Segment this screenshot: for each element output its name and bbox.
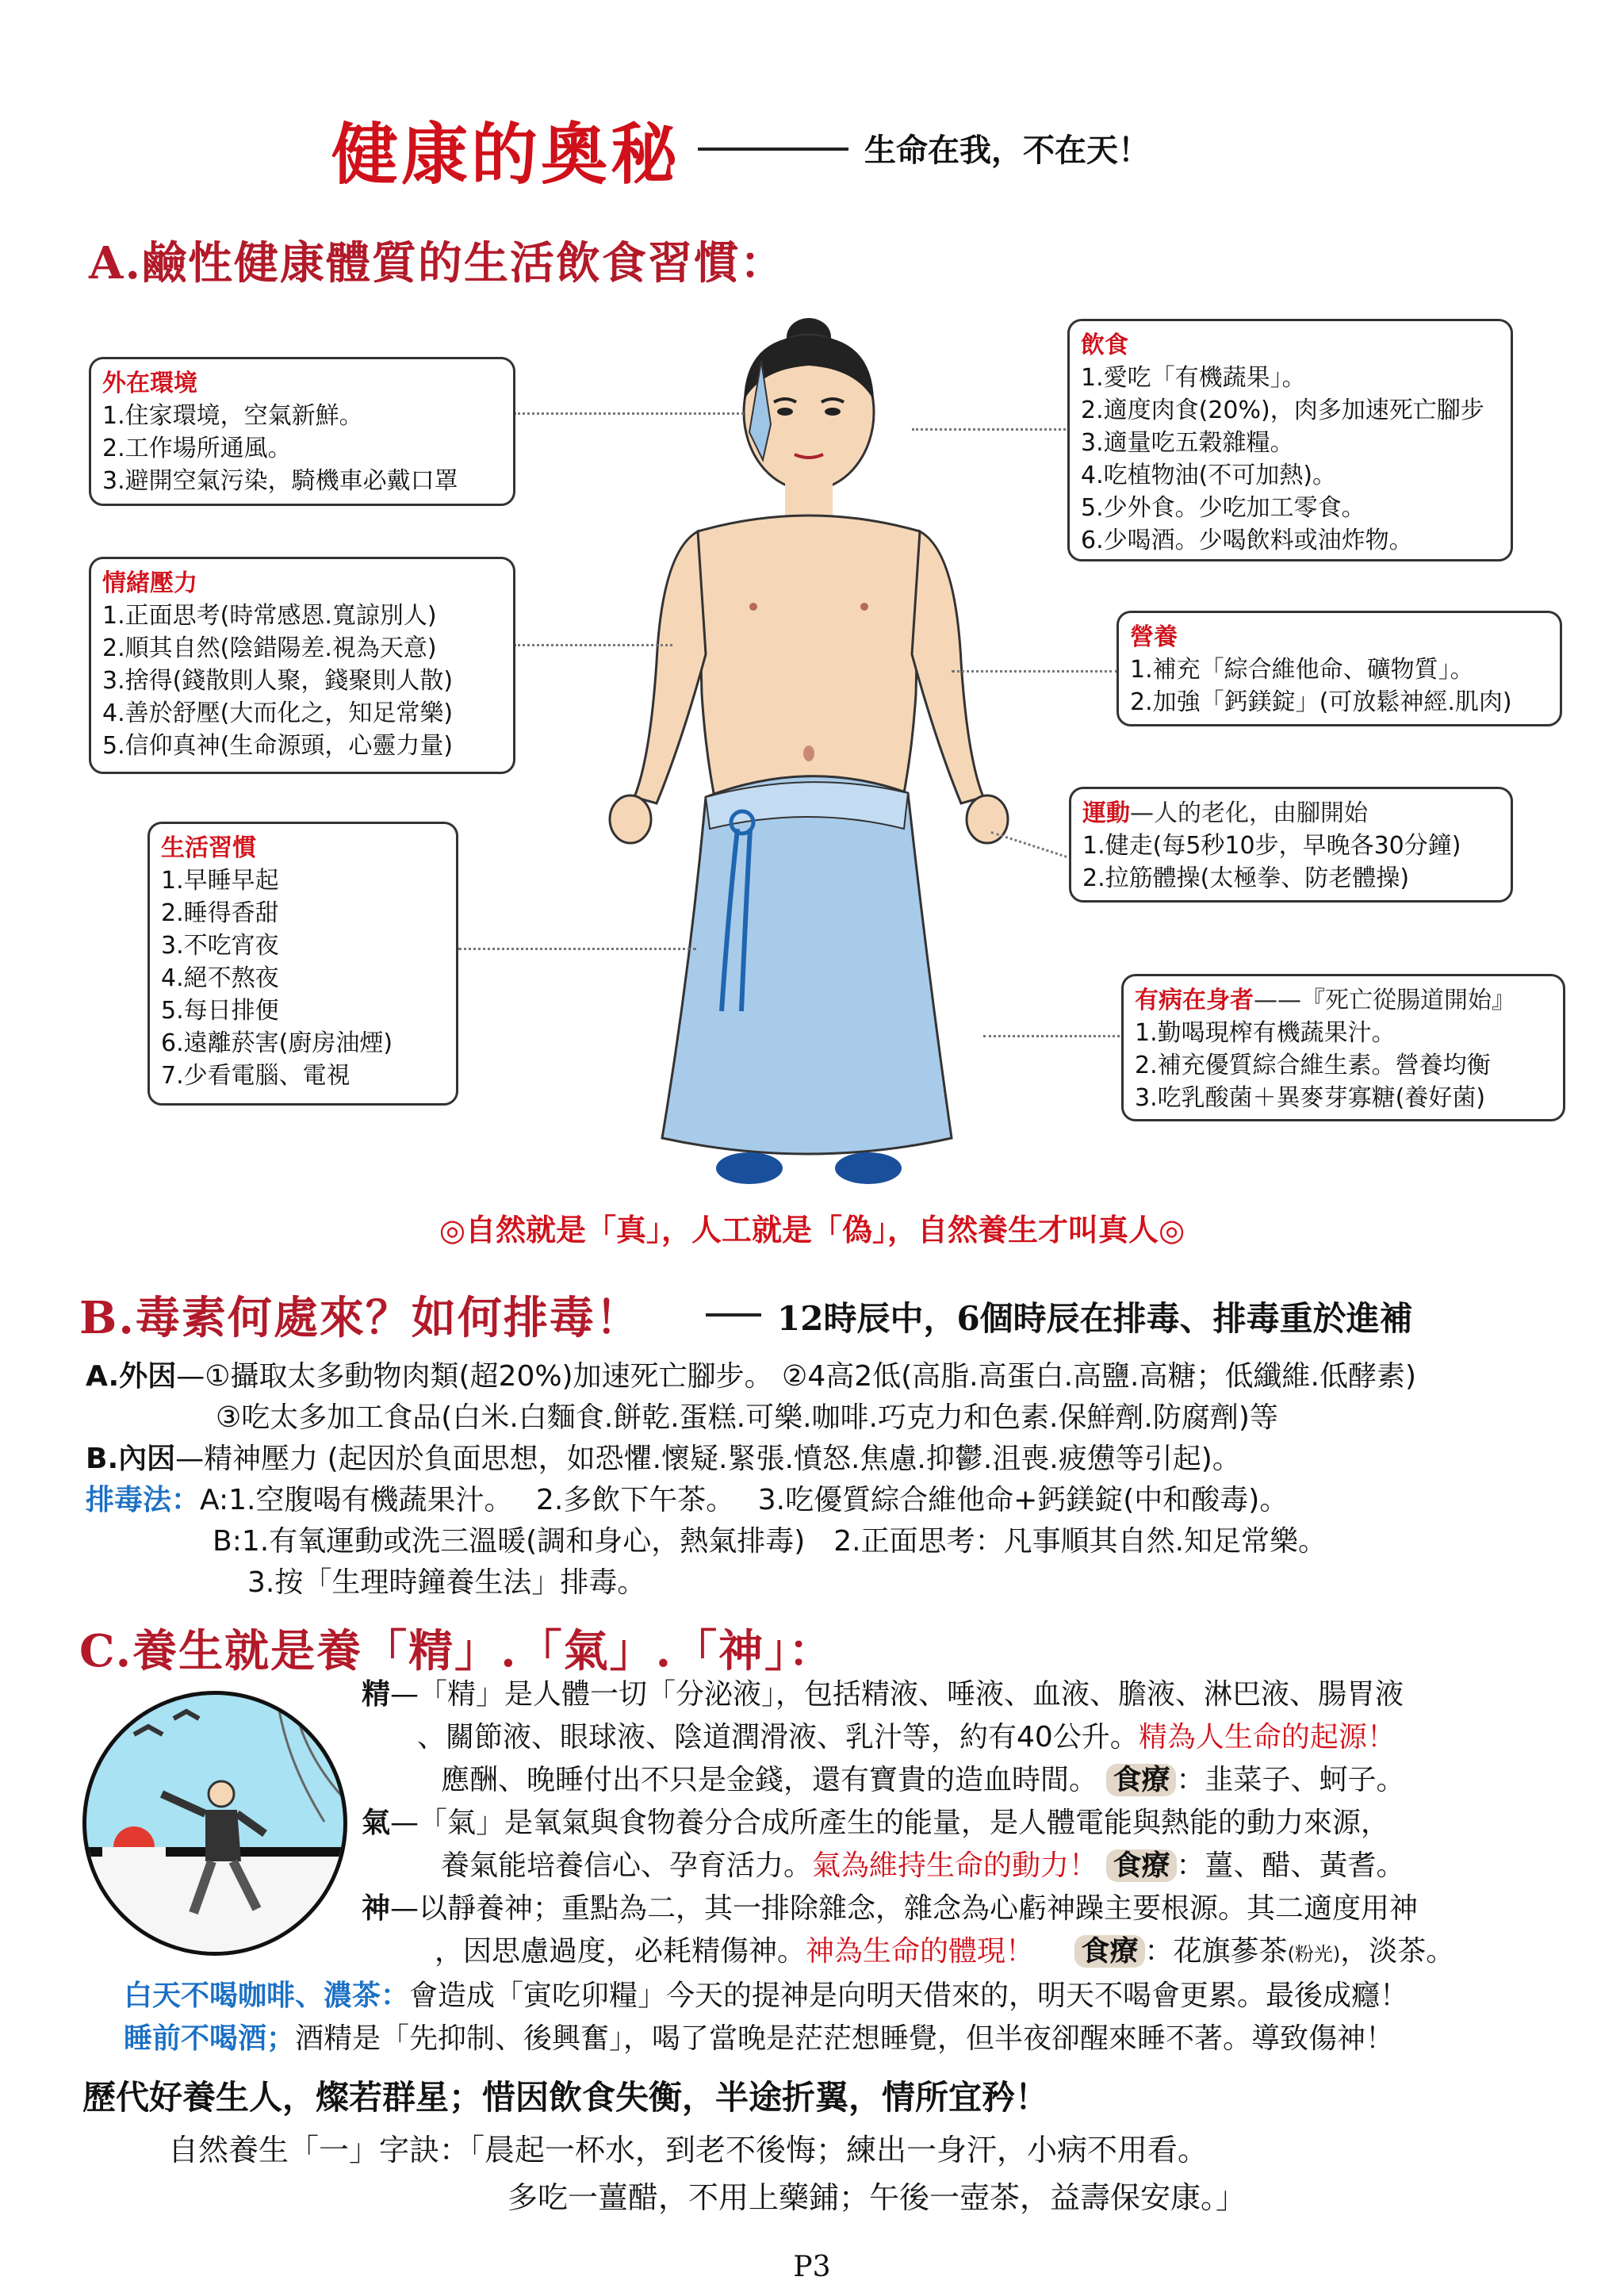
shen-line-1 — [362, 1889, 1418, 1929]
shen-food-tail: ，淡茶。 — [1340, 1935, 1455, 1968]
box-environment — [89, 357, 515, 506]
food-therapy-badge: 食療 — [1074, 1935, 1144, 1968]
detox-label: 排毒法： — [86, 1484, 201, 1516]
box-emotion — [89, 557, 515, 774]
shen-food: ：花旗蔘茶 — [1144, 1935, 1288, 1968]
qi-highlight: 氣為維持生命的動力！ — [812, 1849, 1098, 1882]
page-title: 健康的奧秘 — [331, 115, 681, 194]
detox-line-b: B:1.有氧運動或洗三溫暖(調和身心，熱氣排毒) 2.正面思考：凡事順其自然.知足常樂。 — [213, 1525, 1327, 1558]
internal-label: B.內因 — [86, 1443, 176, 1475]
qi-text-1: —「氣」是氧氣與食物養分合成所產生的能量，是人體電能與熱能的動力來源， — [390, 1807, 1390, 1839]
jing-line-1 — [362, 1675, 1404, 1715]
taichi-illustration — [82, 1691, 347, 1956]
box-illness — [1121, 974, 1565, 1121]
list-item: 2.加強「鈣鎂錠」(可放鬆神經.肌肉) — [1130, 688, 1512, 716]
detox-line-a — [86, 1481, 1288, 1520]
box-title: 外在環境 — [102, 370, 197, 397]
list-item: 4.善於舒壓(大而化之，知足常樂) — [102, 699, 454, 727]
list-item: 4.吃植物油(不可加熱)。 — [1081, 462, 1337, 489]
list-item: 3.避開空氣污染，騎機車必戴口罩 — [102, 467, 458, 495]
detox-a-text: A:1.空腹喝有機蔬果汁。 2.多飲下午茶。 3.吃優質綜合維他命+鈣鎂錠(中和酸毒)。 — [200, 1484, 1289, 1516]
alcohol-text: 酒精是「先抑制、後興奮」，喝了當晚是茫茫想睡覺，但半夜卻醒來睡不著。導致傷神！ — [295, 2022, 1395, 2055]
section-b-subheading: 12時辰中，6個時辰在排毒、排毒重於進補 — [777, 1299, 1413, 1338]
title-dash — [698, 148, 848, 151]
qi-line-1 — [362, 1803, 1389, 1843]
page-subtitle: 生命在我，不在天！ — [864, 132, 1150, 169]
shen-food-note: (粉光) — [1287, 1943, 1341, 1965]
leader-line — [458, 948, 696, 950]
external-label: A.外因 — [86, 1360, 177, 1393]
section-c-heading: C.養生就是養「精」.「氣」.「神」： — [79, 1625, 835, 1677]
box-title: 運動 — [1082, 799, 1130, 827]
shen-line-2 — [435, 1932, 1454, 1974]
list-item: 1.勤喝現榨有機蔬果汁。 — [1135, 1019, 1396, 1047]
box-title: 營養 — [1130, 623, 1178, 651]
box-habits — [147, 822, 458, 1106]
box-title: 情緒壓力 — [102, 569, 197, 597]
coffee-text: 會造成「寅吃卯糧」今天的提神是向明天借來的，明天不喝會更累。最後成癮！ — [409, 1980, 1409, 2012]
list-item: 1.早睡早起 — [161, 867, 279, 895]
human-figure-illustration — [587, 313, 1031, 1205]
external-text: —①攝取太多動物肉類(超20%)加速死亡腳步。 ②4高2低(高脂.高蛋白.高鹽.高糖；低纖維.低酵素) — [176, 1360, 1416, 1393]
alcohol-label: 睡前不喝酒； — [124, 2022, 296, 2055]
list-item: 1.健走(每5秒10步，早晚各30分鐘) — [1082, 832, 1461, 860]
jing-text-3: 應酬、晚睡付出不只是金錢，還有寶貴的造血時間。 — [441, 1764, 1098, 1796]
jing-highlight: 精為人生命的起源！ — [1138, 1721, 1396, 1753]
detox-line-c: 3.按「生理時鐘養生法」排毒。 — [247, 1566, 646, 1599]
box-exercise — [1069, 787, 1513, 903]
list-item: 6.遠離菸害(廚房油煙) — [161, 1029, 393, 1057]
page-number: P3 — [793, 2251, 831, 2283]
box-title: 飲食 — [1081, 332, 1128, 359]
list-item: 2.適度肉食(20%)，肉多加速死亡腳步 — [1081, 397, 1484, 424]
jing-text-2: 、關節液、眼球液、陰道潤滑液、乳汁等，約有40公升。 — [417, 1721, 1139, 1753]
jing-label: 精 — [362, 1678, 391, 1711]
leader-line — [912, 428, 1071, 431]
list-item: 2.拉筋體操(太極拳、防老體操) — [1082, 864, 1410, 892]
summary-title: 歷代好養生人，燦若群星；惜因飲食失衡，半途折翼，情所宜矜！ — [82, 2078, 1049, 2117]
shen-text-2: ，因思慮過度，必耗精傷神。 — [435, 1935, 806, 1968]
leader-line — [514, 412, 744, 415]
list-item: 3.吃乳酸菌＋異麥芽寡糖(養好菌) — [1135, 1084, 1486, 1112]
jing-food: ：韭菜子、蚵子。 — [1176, 1764, 1405, 1796]
external-cause-line-1 — [86, 1358, 1416, 1396]
motto: ◎自然就是「真」，人工就是「偽」，自然養生才叫真人◎ — [439, 1213, 1185, 1248]
box-title: 有病在身者 — [1135, 987, 1254, 1014]
list-item: 5.少外食。少吃加工零食。 — [1081, 494, 1365, 522]
qi-text-2: 養氣能培養信心、孕育活力。 — [441, 1849, 813, 1882]
shen-label: 神 — [362, 1892, 391, 1925]
alcohol-line — [124, 2019, 1394, 2059]
list-item: 1.補充「綜合維他命、礦物質」。 — [1130, 656, 1474, 684]
box-title: 生活習慣 — [161, 834, 256, 862]
list-item: 5.信仰真神(生命源頭，心靈力量) — [102, 732, 454, 760]
box-title-suffix: —人的老化，由腳開始 — [1130, 799, 1368, 827]
summary-line-1: 自然養生「一」字訣：「晨起一杯水，到老不後悔；練出一身汗，小病不用看。 — [168, 2133, 1208, 2167]
box-title-suffix: ——『死亡從腸道開始』 — [1254, 987, 1515, 1014]
section-a-heading: A.鹼性健康體質的生活飲食習慣： — [89, 237, 786, 289]
section-b-dash — [706, 1313, 761, 1317]
internal-text: —精神壓力 (起因於負面思想，如恐懼.懷疑.緊張.憤怒.焦慮.抑鬱.沮喪.疲憊等引起)。 — [175, 1443, 1241, 1475]
box-diet — [1067, 319, 1513, 562]
list-item: 3.適量吃五穀雜糧。 — [1081, 429, 1294, 457]
list-item: 1.住家環境，空氣新鮮。 — [102, 402, 363, 430]
shen-text-1: —以靜養神；重點為二，其一排除雜念，雜念為心虧神躁主要根源。其二適度用神 — [390, 1892, 1419, 1925]
list-item: 2.順其自然(陰錯陽差.視為天意) — [102, 634, 437, 662]
leader-line — [514, 644, 672, 646]
box-nutrition — [1116, 611, 1562, 726]
shen-highlight: 神為生命的體現！ — [806, 1935, 1035, 1968]
list-item: 5.每日排便 — [161, 997, 279, 1025]
summary-line-2: 多吃一薑醋，不用上藥鋪；午後一壺茶，益壽保安康。」 — [508, 2180, 1247, 2215]
list-item: 2.補充優質綜合維生素。營養均衡 — [1135, 1052, 1491, 1079]
qi-line-2 — [441, 1846, 1405, 1886]
list-item: 3.捨得(錢散則人聚，錢聚則人散) — [102, 667, 454, 695]
coffee-line — [124, 1976, 1408, 2016]
list-item: 3.不吃宵夜 — [161, 932, 279, 960]
leader-line — [952, 670, 1118, 673]
list-item: 7.少看電腦、電視 — [161, 1062, 350, 1090]
list-item: 2.睡得香甜 — [161, 899, 279, 927]
list-item: 2.工作場所通風。 — [102, 435, 292, 462]
qi-food: ：薑、醋、黃耆。 — [1176, 1849, 1405, 1882]
leader-line — [983, 1035, 1124, 1037]
list-item: 6.少喝酒。少喝飲料或油炸物。 — [1081, 527, 1413, 554]
food-therapy-badge: 食療 — [1106, 1849, 1176, 1882]
list-item: 4.絕不熬夜 — [161, 964, 279, 992]
qi-label: 氣 — [362, 1807, 391, 1839]
coffee-label: 白天不喝咖啡、濃茶： — [124, 1980, 410, 2012]
list-item: 1.正面思考(時常感恩.寬諒別人) — [102, 602, 437, 630]
jing-line-3 — [441, 1761, 1405, 1800]
jing-line-2 — [417, 1718, 1396, 1757]
list-item: 1.愛吃「有機蔬果」。 — [1081, 364, 1306, 392]
jing-text-1: —「精」是人體一切「分泌液」，包括精液、唾液、血液、膽液、淋巴液、腸胃液 — [390, 1678, 1404, 1711]
external-cause-line-2: ③吃太多加工食品(白米.白麵食.餅乾.蛋糕.可樂.咖啡.巧克力和色素.保鮮劑.防腐劑)等 — [216, 1401, 1278, 1434]
food-therapy-badge: 食療 — [1106, 1764, 1176, 1796]
section-b-heading: B.毒素何處來？如何排毒！ — [79, 1292, 642, 1344]
internal-cause-line — [86, 1440, 1241, 1478]
